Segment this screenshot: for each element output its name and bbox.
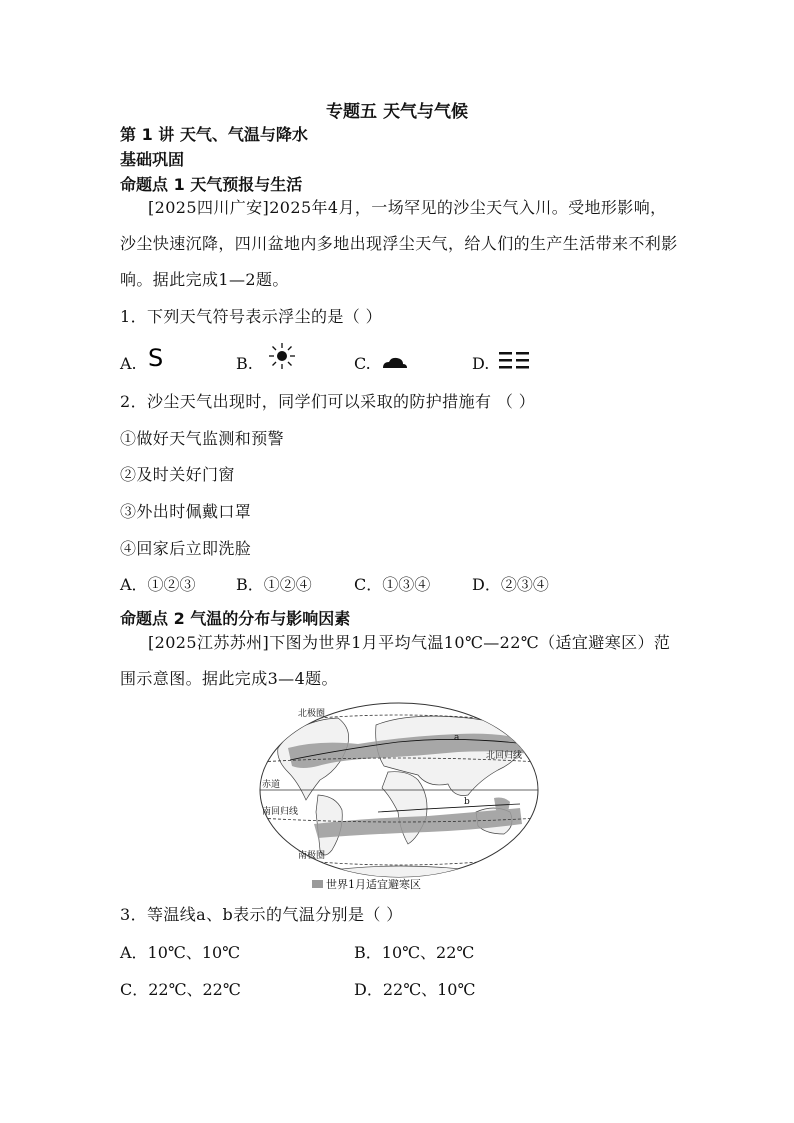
label-tropic-south: 南回归线 — [262, 807, 299, 817]
label-equator: 赤道 — [262, 780, 281, 790]
section-heading: 基础巩固 — [120, 150, 185, 169]
q3-stem: 3．等温线a、b表示的气温分别是（ ） — [120, 905, 403, 924]
q2-item-1: ①做好天气监测和预警 — [120, 429, 285, 448]
svg-text:S: S — [148, 344, 164, 370]
q2-stem: 2．沙尘天气出现时，同学们可以采取的防护措施有 （ ） — [120, 392, 536, 411]
q3-option-a[interactable]: A．10℃、10℃ — [120, 943, 241, 962]
label-antarctic-circle: 南极圈 — [298, 851, 326, 861]
sun-icon — [268, 342, 296, 370]
q2-option-b[interactable]: B．①②④ — [236, 575, 312, 594]
q1-option-d-label: D. — [472, 354, 490, 373]
label-arctic-circle: 北极圈 — [298, 709, 326, 719]
q2-option-a[interactable]: A．①②③ — [120, 575, 196, 594]
q2-option-c[interactable]: C．①③④ — [354, 575, 431, 594]
topic1-heading: 命题点 1 天气预报与生活 — [120, 175, 303, 194]
cloud-icon — [380, 356, 408, 370]
legend-text: 世界1月适宜避寒区 — [326, 878, 421, 891]
q1-option-c-label: C. — [354, 354, 371, 373]
map-legend — [312, 876, 421, 892]
lecture-heading: 第 1 讲 天气、气温与降水 — [120, 125, 308, 144]
q1-option-d[interactable] — [472, 354, 489, 373]
intro2-text: [2025江苏苏州]下图为世界1月平均气温10℃—22℃（适宜避寒区）范围示意图。据此完成3—4题。 — [120, 633, 671, 688]
q1-option-a-label: A. — [120, 354, 137, 373]
legend-swatch — [312, 880, 323, 888]
q1-option-c[interactable] — [354, 354, 371, 373]
intro1-text: [2025四川广安]2025年4月，一场罕见的沙尘天气入川。受地形影响，沙尘快速沉降，四川盆地内多地出现浮尘天气，给人们的生产生活带来不利影响。据此完成1—2题。 — [120, 198, 678, 289]
q1-option-b-label: B. — [236, 354, 253, 373]
world-map — [258, 700, 540, 880]
q3-option-c[interactable]: C．22℃、22℃ — [120, 980, 241, 999]
q1-option-a[interactable] — [120, 354, 137, 373]
document-title: 专题五 天气与气候 — [326, 102, 468, 122]
fog-icon — [498, 350, 532, 372]
q1-stem: 1．下列天气符号表示浮尘的是（ ） — [120, 307, 383, 326]
q1-option-b[interactable] — [236, 354, 253, 373]
label-tropic-north: 北回归线 — [486, 751, 523, 761]
q3-option-b[interactable]: B．10℃、22℃ — [354, 943, 475, 962]
intro1-paragraph — [120, 190, 680, 298]
q2-option-d[interactable]: D．②③④ — [472, 575, 549, 594]
topic2-heading: 命题点 2 气温的分布与影响因素 — [120, 609, 351, 628]
q2-item-2: ②及时关好门窗 — [120, 465, 235, 484]
q2-item-4: ④回家后立即洗脸 — [120, 539, 252, 558]
q3-option-d[interactable]: D．22℃、10℃ — [354, 980, 476, 999]
intro2-paragraph — [120, 625, 680, 697]
q2-item-3: ③外出时佩戴口罩 — [120, 502, 252, 521]
dust-symbol-icon — [146, 344, 170, 370]
label-isotherm-a: a — [454, 733, 460, 743]
label-isotherm-b: b — [464, 797, 470, 807]
